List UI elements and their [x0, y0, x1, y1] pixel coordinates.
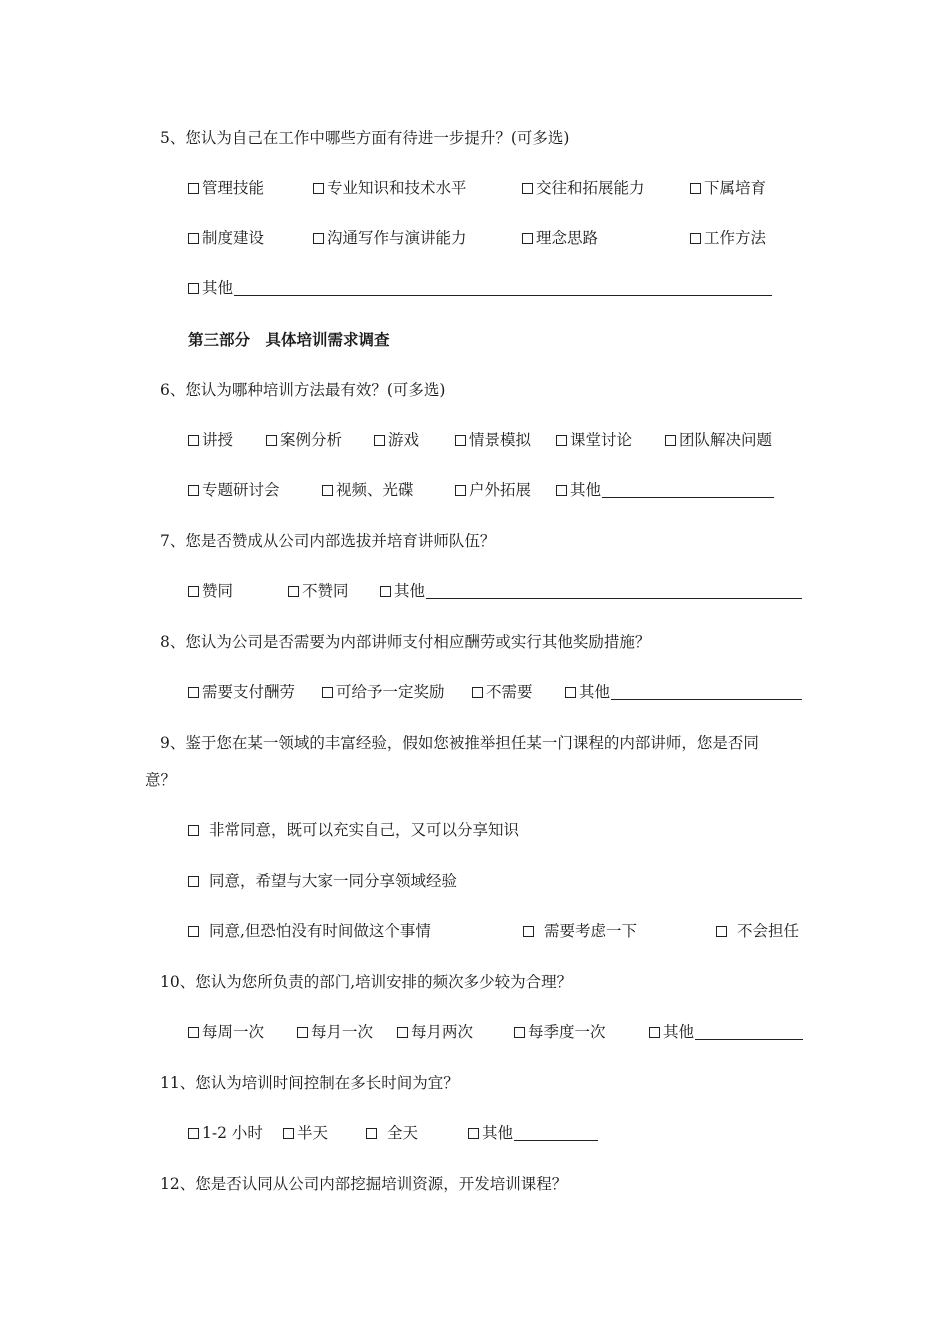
q6-option-outdoor[interactable]: 户外拓展 [455, 480, 531, 500]
q5-option-other[interactable]: 其他 [188, 278, 772, 298]
q9-option-strongly-agree[interactable]: 非常同意，既可以充实自己，又可以分享知识 [188, 820, 519, 840]
q7-option-other[interactable]: 其他 [380, 581, 802, 601]
q8-other-blank[interactable] [611, 684, 802, 700]
checkbox-icon[interactable] [690, 183, 701, 194]
q10-other-blank[interactable] [695, 1024, 803, 1040]
question-9-line-2: 意？ [145, 771, 177, 789]
checkbox-icon[interactable] [716, 926, 727, 937]
q6-option-discussion[interactable]: 课堂讨论 [556, 430, 632, 450]
checkbox-icon[interactable] [522, 183, 533, 194]
q9-option-agree[interactable]: 同意，希望与大家一同分享领域经验 [188, 871, 457, 891]
checkbox-icon[interactable] [266, 435, 277, 446]
checkbox-icon[interactable] [188, 687, 199, 698]
question-6: 6、您认为哪种培训方法最有效？(可多选) [160, 381, 446, 399]
q5-option-ideas[interactable]: 理念思路 [522, 228, 598, 248]
question-8: 8、您认为公司是否需要为内部讲师支付相应酬劳或实行其他奖励措施？ [160, 633, 651, 651]
checkbox-icon[interactable] [514, 1027, 525, 1038]
checkbox-icon[interactable] [374, 435, 385, 446]
q10-option-twice-monthly[interactable]: 每月两次 [397, 1022, 473, 1042]
q11-option-half-day[interactable]: 半天 [283, 1123, 328, 1143]
checkbox-icon[interactable] [472, 687, 483, 698]
q10-option-other[interactable]: 其他 [649, 1022, 803, 1042]
q6-option-seminar[interactable]: 专题研讨会 [188, 480, 280, 500]
checkbox-icon[interactable] [468, 1128, 479, 1139]
q6-option-video[interactable]: 视频、光碟 [322, 480, 414, 500]
q8-option-reward[interactable]: 可给予一定奖励 [322, 682, 445, 702]
q5-option-writing-speaking[interactable]: 沟通写作与演讲能力 [313, 228, 467, 248]
checkbox-icon[interactable] [313, 233, 324, 244]
checkbox-icon[interactable] [188, 586, 199, 597]
checkbox-icon[interactable] [565, 687, 576, 698]
checkbox-icon[interactable] [397, 1027, 408, 1038]
q10-option-monthly[interactable]: 每月一次 [297, 1022, 373, 1042]
checkbox-icon[interactable] [665, 435, 676, 446]
checkbox-icon[interactable] [297, 1027, 308, 1038]
q5-other-blank[interactable] [234, 280, 772, 296]
checkbox-icon[interactable] [322, 687, 333, 698]
checkbox-icon[interactable] [690, 233, 701, 244]
q6-option-simulation[interactable]: 情景模拟 [455, 430, 531, 450]
checkbox-icon[interactable] [188, 485, 199, 496]
checkbox-icon[interactable] [188, 876, 199, 887]
checkbox-icon[interactable] [523, 926, 534, 937]
question-9-line-1: 9、鉴于您在某一领域的丰富经验，假如您被推举担任某一门课程的内部讲师，您是否同 [160, 734, 759, 752]
q7-option-disagree[interactable]: 不赞同 [288, 581, 349, 601]
q8-option-other[interactable]: 其他 [565, 682, 802, 702]
q10-option-quarterly[interactable]: 每季度一次 [514, 1022, 606, 1042]
checkbox-icon[interactable] [188, 233, 199, 244]
checkbox-icon[interactable] [188, 283, 199, 294]
q11-other-blank[interactable] [514, 1125, 598, 1141]
checkbox-icon[interactable] [522, 233, 533, 244]
q8-option-no-need[interactable]: 不需要 [472, 682, 533, 702]
checkbox-icon[interactable] [313, 183, 324, 194]
checkbox-icon[interactable] [188, 1027, 199, 1038]
q6-option-case-study[interactable]: 案例分析 [266, 430, 342, 450]
q11-option-full-day[interactable]: 全天 [366, 1123, 418, 1143]
q11-option-1-2-hours[interactable]: 1-2 小时 [188, 1123, 263, 1143]
q8-option-pay[interactable]: 需要支付酬劳 [188, 682, 295, 702]
checkbox-icon[interactable] [188, 183, 199, 194]
q11-option-other[interactable]: 其他 [468, 1123, 598, 1143]
question-7: 7、您是否赞成从公司内部选拔并培育讲师队伍？ [160, 532, 496, 550]
question-11: 11、您认为培训时间控制在多长时间为宜？ [160, 1074, 459, 1092]
q9-option-agree-no-time[interactable]: 同意,但恐怕没有时间做这个事情 [188, 921, 431, 941]
q7-option-agree[interactable]: 赞同 [188, 581, 233, 601]
checkbox-icon[interactable] [288, 586, 299, 597]
checkbox-icon[interactable] [556, 485, 567, 496]
checkbox-icon[interactable] [649, 1027, 660, 1038]
question-12: 12、您是否认同从公司内部挖掘培训资源，开发培训课程？ [160, 1175, 568, 1193]
q5-option-subordinates[interactable]: 下属培育 [690, 178, 766, 198]
q6-option-lecture[interactable]: 讲授 [188, 430, 233, 450]
checkbox-icon[interactable] [455, 485, 466, 496]
q10-option-weekly[interactable]: 每周一次 [188, 1022, 264, 1042]
checkbox-icon[interactable] [188, 1128, 199, 1139]
q5-option-communication[interactable]: 交往和拓展能力 [522, 178, 645, 198]
q5-option-system[interactable]: 制度建设 [188, 228, 264, 248]
q6-option-other[interactable]: 其他 [556, 480, 774, 500]
checkbox-icon[interactable] [188, 926, 199, 937]
section-3-heading: 第三部分 具体培训需求调查 [188, 331, 390, 349]
checkbox-icon[interactable] [322, 485, 333, 496]
q6-option-games[interactable]: 游戏 [374, 430, 419, 450]
q5-option-management[interactable]: 管理技能 [188, 178, 264, 198]
q9-option-decline[interactable]: 不会担任 [716, 921, 799, 941]
checkbox-icon[interactable] [455, 435, 466, 446]
checkbox-icon[interactable] [366, 1128, 377, 1139]
q6-other-blank[interactable] [602, 482, 774, 498]
checkbox-icon[interactable] [283, 1128, 294, 1139]
q5-option-expertise[interactable]: 专业知识和技术水平 [313, 178, 467, 198]
checkbox-icon[interactable] [556, 435, 567, 446]
checkbox-icon[interactable] [188, 435, 199, 446]
q5-option-methods[interactable]: 工作方法 [690, 228, 766, 248]
question-5: 5、您认为自己在工作中哪些方面有待进一步提升？(可多选) [160, 129, 570, 147]
question-10: 10、您认为您所负责的部门,培训安排的频次多少较为合理？ [160, 973, 573, 991]
checkbox-icon[interactable] [188, 825, 199, 836]
checkbox-icon[interactable] [380, 586, 391, 597]
q9-option-consider[interactable]: 需要考虑一下 [523, 921, 637, 941]
q6-option-team-problem-solving[interactable]: 团队解决问题 [665, 430, 772, 450]
q7-other-blank[interactable] [426, 583, 802, 599]
